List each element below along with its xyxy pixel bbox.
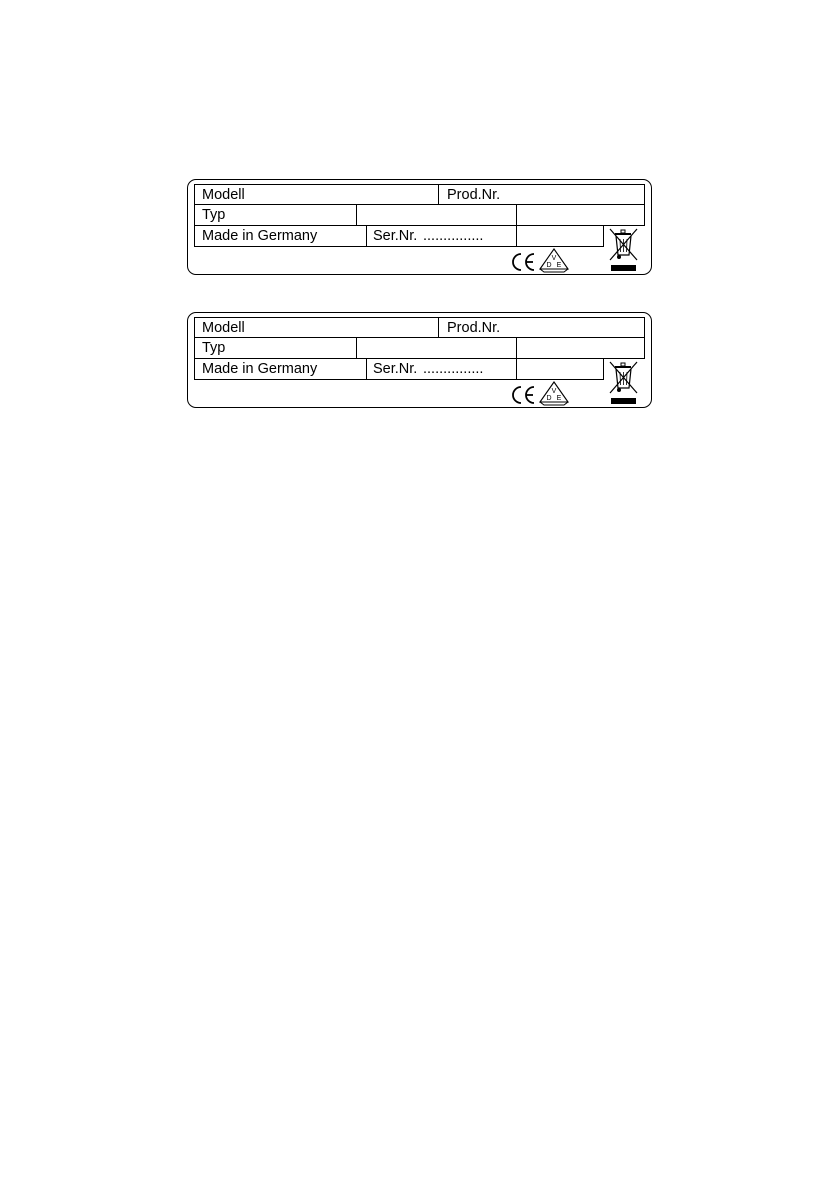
rating-plate bbox=[187, 179, 652, 275]
model-row bbox=[194, 317, 645, 338]
svg-text:E: E bbox=[556, 262, 562, 269]
ser-nr-label: Ser.Nr. bbox=[373, 361, 418, 377]
type-value-cell bbox=[356, 205, 516, 225]
svg-text:E: E bbox=[556, 395, 562, 402]
type-label: Typ bbox=[202, 340, 226, 356]
vde-mark-icon bbox=[538, 380, 570, 406]
origin-row bbox=[194, 359, 604, 380]
model-row bbox=[194, 184, 645, 205]
type-row bbox=[194, 205, 645, 226]
svg-text:D: D bbox=[546, 262, 552, 269]
svg-text:V: V bbox=[551, 255, 557, 262]
origin-extra-cell bbox=[516, 226, 603, 246]
type-label: Typ bbox=[202, 207, 226, 223]
rating-plate bbox=[187, 312, 652, 408]
origin-extra-cell bbox=[516, 359, 603, 379]
ser-nr-value: ............... bbox=[423, 228, 484, 244]
prod-nr-label: Prod.Nr. bbox=[447, 320, 501, 336]
crossed-out-bin-icon bbox=[608, 360, 640, 405]
ser-nr-value: ............... bbox=[423, 361, 484, 377]
type-row bbox=[194, 338, 645, 359]
origin-row bbox=[194, 226, 604, 247]
ce-mark-icon bbox=[510, 385, 536, 405]
origin-label: Made in Germany bbox=[202, 361, 318, 377]
svg-text:V: V bbox=[551, 388, 557, 395]
ser-nr-cell bbox=[366, 226, 516, 246]
type-extra-cell bbox=[516, 205, 644, 225]
model-label: Modell bbox=[202, 320, 245, 336]
prod-nr-cell bbox=[438, 318, 644, 337]
ce-mark-icon bbox=[510, 252, 536, 272]
prod-nr-label: Prod.Nr. bbox=[447, 187, 501, 203]
vde-mark-icon bbox=[538, 247, 570, 273]
model-label: Modell bbox=[202, 187, 245, 203]
ser-nr-label: Ser.Nr. bbox=[373, 228, 418, 244]
ser-nr-cell bbox=[366, 359, 516, 379]
svg-text:D: D bbox=[546, 395, 552, 402]
type-value-cell bbox=[356, 338, 516, 358]
crossed-out-bin-icon bbox=[608, 227, 640, 272]
prod-nr-cell bbox=[438, 185, 644, 204]
origin-label: Made in Germany bbox=[202, 228, 318, 244]
type-extra-cell bbox=[516, 338, 644, 358]
